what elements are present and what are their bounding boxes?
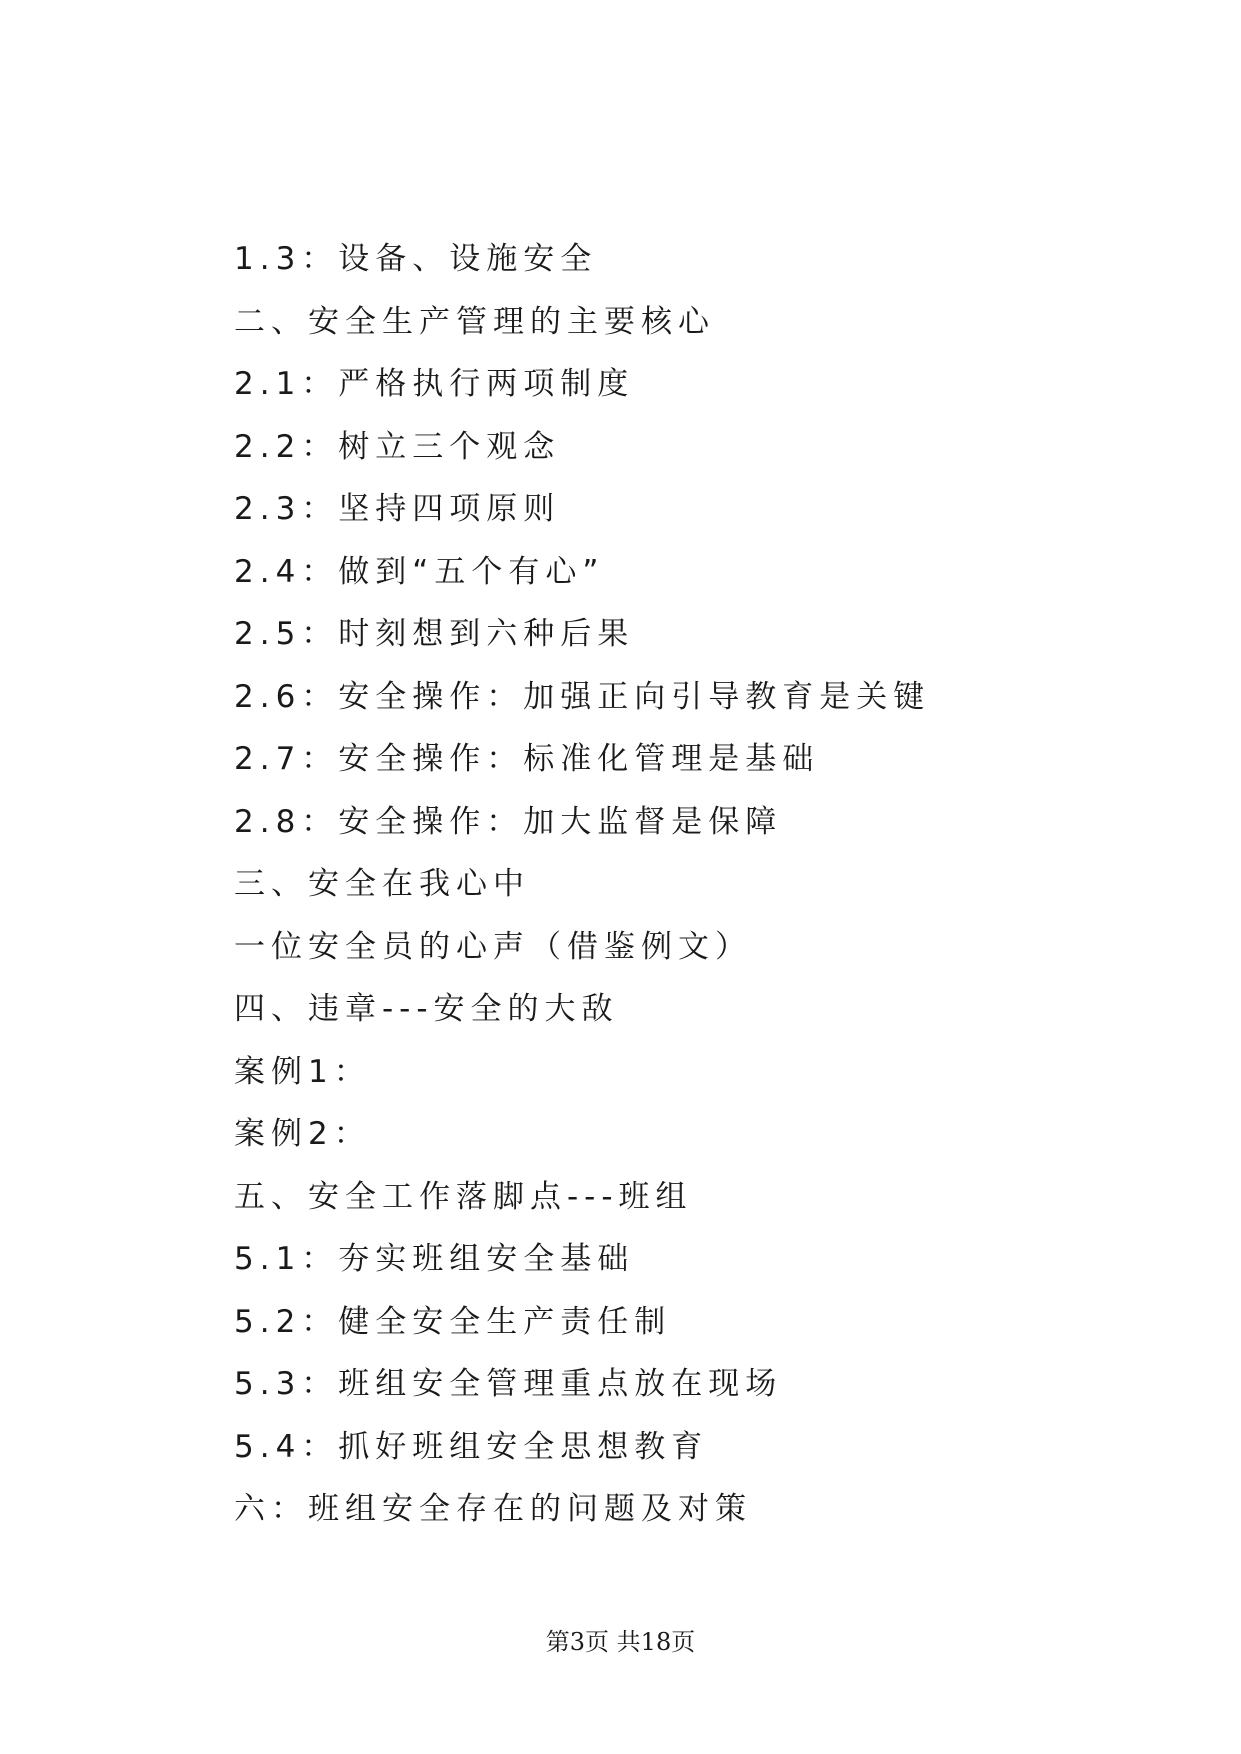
- outline-line: 2.5：时刻想到六种后果: [234, 616, 635, 652]
- outline-line: 5.3：班组安全管理重点放在现场: [234, 1366, 783, 1402]
- document-body: [234, 228, 1054, 1541]
- section-heading: 六：班组安全存在的问题及对策: [234, 1491, 752, 1527]
- outline-line: 2.4：做到“五个有心”: [234, 553, 605, 590]
- page-number-footer: 第3页 共18页: [545, 1628, 696, 1656]
- outline-line: 2.1：严格执行两项制度: [234, 366, 635, 402]
- outline-line: 5.4：抓好班组安全思想教育: [234, 1428, 709, 1465]
- outline-line: 5.2：健全安全生产责任制: [234, 1303, 672, 1340]
- outline-line: 一位安全员的心声（借鉴例文）: [234, 928, 752, 965]
- outline-line: 2.8：安全操作：加大监督是保障: [234, 803, 783, 840]
- section-heading: 五、安全工作落脚点---班组: [234, 1178, 693, 1215]
- outline-line: 2.6：安全操作：加强正向引导教育是关键: [234, 678, 931, 715]
- outline-line: 2.7：安全操作：标准化管理是基础: [234, 741, 820, 777]
- section-heading: 二、安全生产管理的主要核心: [234, 303, 715, 340]
- outline-line: 案例2：: [234, 1116, 371, 1152]
- outline-line: 1.3：设备、设施安全: [234, 241, 598, 277]
- section-heading: 四、违章---安全的大敌: [234, 991, 619, 1027]
- outline-line: 5.1：夯实班组安全基础: [234, 1241, 635, 1277]
- section-heading: 三、安全在我心中: [234, 866, 530, 902]
- outline-line: 2.3：坚持四项原则: [234, 491, 561, 527]
- outline-line: 案例1：: [234, 1053, 371, 1090]
- outline-line: 2.2：树立三个观念: [234, 428, 561, 465]
